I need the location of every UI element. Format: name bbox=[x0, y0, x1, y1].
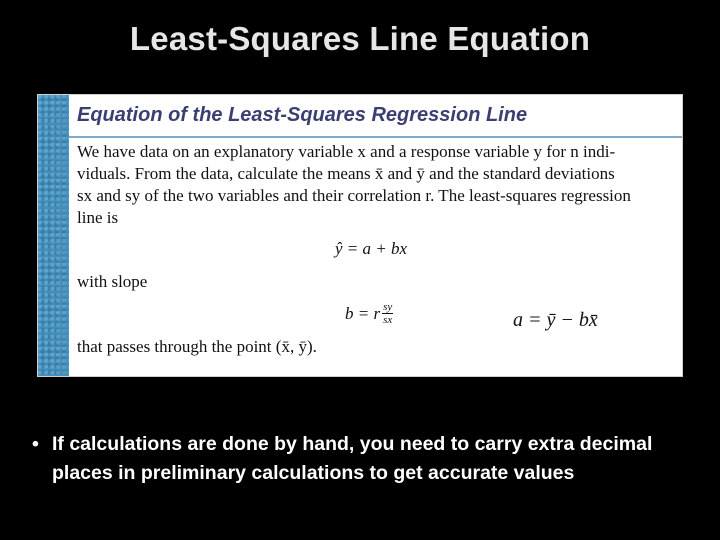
definition-box bbox=[37, 94, 683, 377]
bullet-text: If calculations are done by hand, you need to carry extra decimal places in preliminary calculations to get accurate values bbox=[52, 433, 653, 484]
passes-through-text: that passes through the point (x̄, ȳ). bbox=[77, 337, 317, 356]
paragraph-line-2: viduals. From the data, calculate the means x̄ and ȳ and the standard deviations bbox=[77, 164, 615, 183]
box-body bbox=[77, 141, 678, 356]
with-slope-label: with slope bbox=[77, 272, 148, 291]
slope-equation bbox=[345, 301, 393, 326]
box-heading: Equation of the Least-Squares Regression Line bbox=[69, 95, 682, 138]
paragraph-line-4: line is bbox=[77, 208, 119, 227]
slope-numerator: sy bbox=[383, 301, 393, 313]
slope-lhs: b = r bbox=[345, 303, 381, 323]
paragraph-line-1: We have data on an explanatory variable x and a response variable y for n indi- bbox=[77, 142, 616, 161]
paragraph-line-3: sx and sy of the two variables and their correlation r. The least-squares regression bbox=[77, 186, 631, 205]
slope-fraction bbox=[382, 301, 393, 326]
bullet-item bbox=[32, 430, 702, 488]
decorative-stripe bbox=[38, 95, 69, 376]
bullet-icon: • bbox=[32, 433, 39, 455]
slope-denominator: sx bbox=[383, 314, 393, 326]
regression-equation: ŷ = a + bx bbox=[335, 239, 408, 258]
slide-title: Least-Squares Line Equation bbox=[129, 20, 591, 57]
intercept-equation: a = ȳ − bx̄ bbox=[513, 309, 598, 331]
